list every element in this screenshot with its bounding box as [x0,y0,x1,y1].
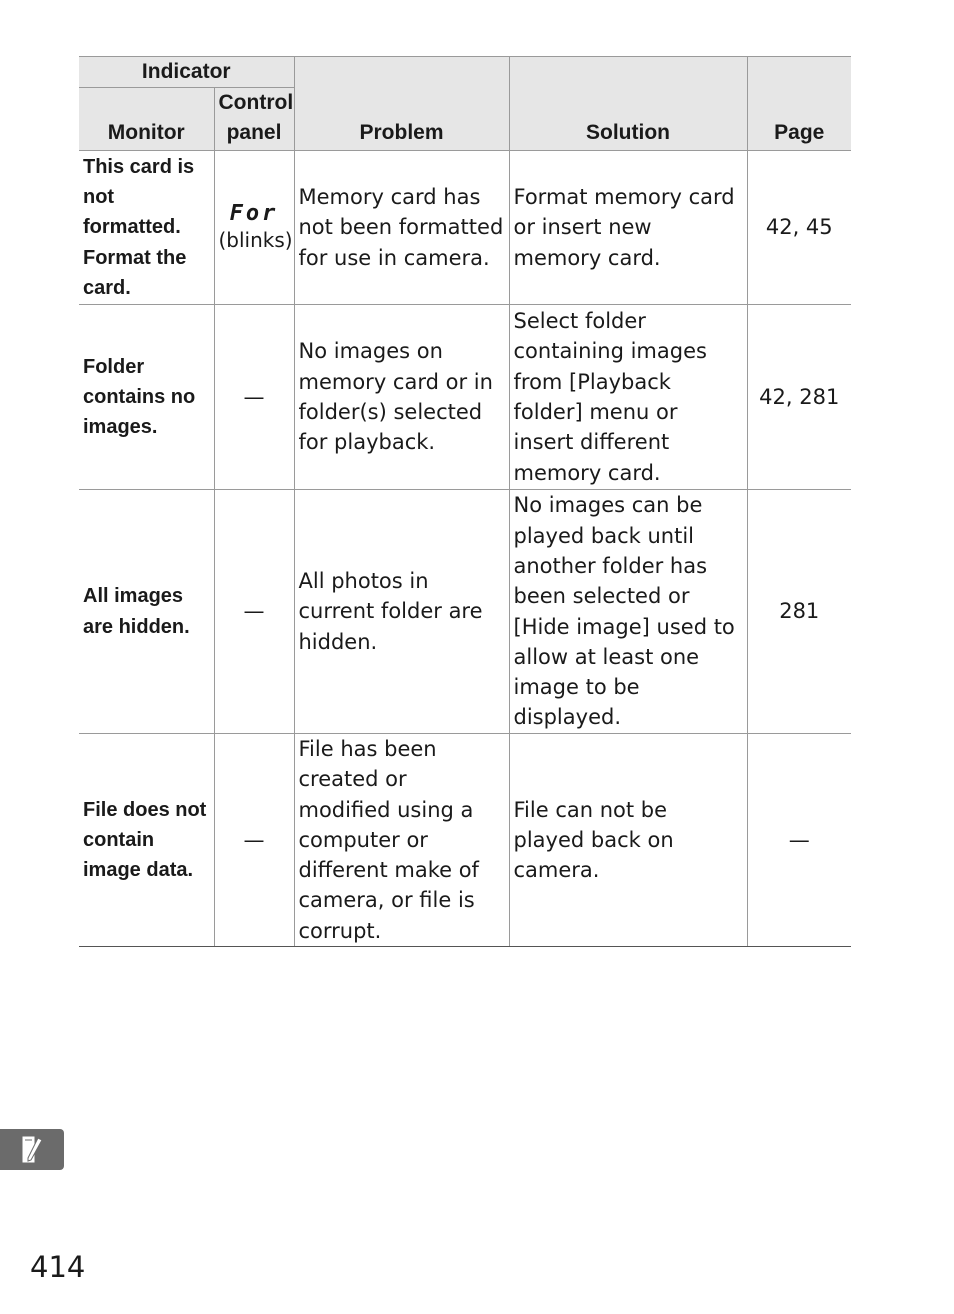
header-control-panel: Control panel [214,88,294,151]
control-panel-indicator: — [214,305,294,490]
control-panel-indicator [214,151,294,305]
page-reference: 281 [747,490,851,734]
header-indicator: Indicator [79,57,294,88]
error-messages-table [79,56,851,947]
solution-cell: No images can be played back until another folder has been selected or [Hide image] used to allow at least one image to be displayed. [509,490,747,734]
page-reference: 42, 281 [747,305,851,490]
monitor-message: This card is not formatted. Format the card. [79,151,214,305]
problem-cell: File has been created or modified using a computer or different make of camera, or file is corrupt. [294,734,509,947]
monitor-message: File does not contain image data. [79,734,214,947]
problem-cell: No images on memory card or in folder(s) selected for playback. [294,305,509,490]
lcd-for-display: For [229,200,279,226]
table-row [79,490,851,734]
monitor-message: Folder contains no images. [79,305,214,490]
problem-cell: All photos in current folder are hidden. [294,490,509,734]
problem-cell: Memory card has not been formatted for use in camera. [294,151,509,305]
troubleshooting-section-tab [0,1129,64,1170]
page-reference: 42, 45 [747,151,851,305]
notebook-pencil-icon [20,1135,44,1165]
table-header [79,57,851,151]
blinks-note: (blinks) [218,227,293,252]
table-row [79,734,851,947]
page-reference: — [747,734,851,947]
solution-cell: File can not be played back on camera. [509,734,747,947]
page-number: 414 [30,1250,86,1284]
solution-cell: Format memory card or insert new memory card. [509,151,747,305]
header-solution: Solution [509,57,747,151]
header-monitor: Monitor [79,88,214,151]
table-row [79,151,851,305]
table-row [79,305,851,490]
monitor-message: All images are hidden. [79,490,214,734]
control-panel-indicator: — [214,490,294,734]
solution-cell: Select folder containing images from [Playback folder] menu or insert different memory card. [509,305,747,490]
control-panel-indicator: — [214,734,294,947]
header-page: Page [747,57,851,151]
header-problem: Problem [294,57,509,151]
